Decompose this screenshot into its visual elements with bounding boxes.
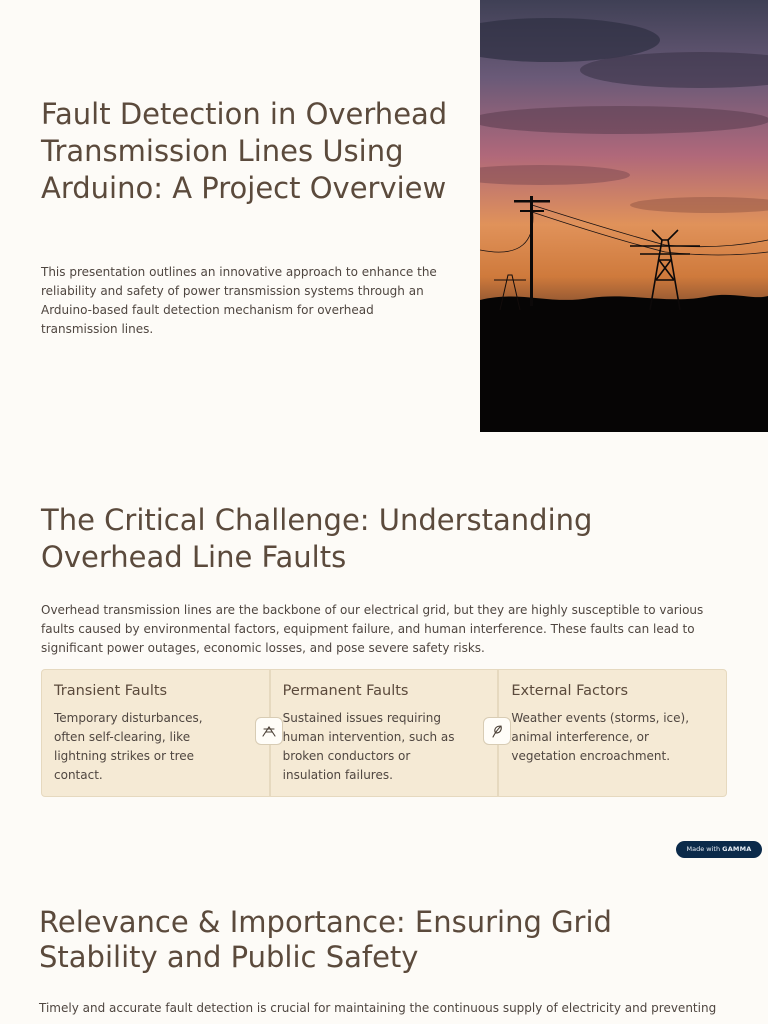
fault-types-cards bbox=[41, 669, 727, 797]
slide2-title: The Critical Challenge: Understanding Overhead Line Faults bbox=[41, 503, 593, 574]
badge-brand: GAMMA bbox=[722, 845, 752, 853]
card-text: Sustained issues requiring human intervention, such as broken conductors or insulation failures. bbox=[282, 711, 455, 782]
sunset-transmission-towers-image bbox=[480, 0, 768, 432]
card-title: External Factors bbox=[511, 683, 629, 699]
badge-prefix: Made with bbox=[686, 845, 721, 853]
card-title: Permanent Faults bbox=[282, 683, 409, 699]
card-title: Transient Faults bbox=[54, 683, 168, 699]
slide1-title: Fault Detection in Overhead Transmission Lines Using Arduino: A Project Overview bbox=[41, 97, 448, 205]
card-text: Weather events (storms, ice), animal interference, or vegetation encroachment. bbox=[511, 711, 690, 763]
slide3-title: Relevance & Importance: Ensuring Grid Stability and Public Safety bbox=[39, 905, 612, 974]
slide1-description: This presentation outlines an innovative approach to enhance the reliability and safety of power transmission systems through an Arduino-based fault detection mechanism for overhead transmission lines. bbox=[41, 265, 437, 336]
card-external-factors bbox=[497, 670, 726, 796]
made-with-gamma-badge[interactable] bbox=[676, 841, 762, 858]
card-text: Temporary disturbances, often self-clearing, like lightning strikes or tree contact. bbox=[54, 711, 203, 782]
card-permanent-faults bbox=[269, 670, 498, 796]
slide2-description: Overhead transmission lines are the backbone of our electrical grid, but they are highly susceptible to various faults caused by environmental factors, equipment failure, and human interference. These faults can lead to significant power outages, economic losses, and pose severe safety risks. bbox=[41, 603, 704, 655]
card-transient-faults bbox=[42, 670, 269, 796]
transmission-tower-icon bbox=[255, 717, 283, 745]
slide3-description: Timely and accurate fault detection is crucial for maintaining the continuous supply of electricity and preventing bbox=[39, 1001, 717, 1015]
leaf-icon bbox=[483, 717, 511, 745]
